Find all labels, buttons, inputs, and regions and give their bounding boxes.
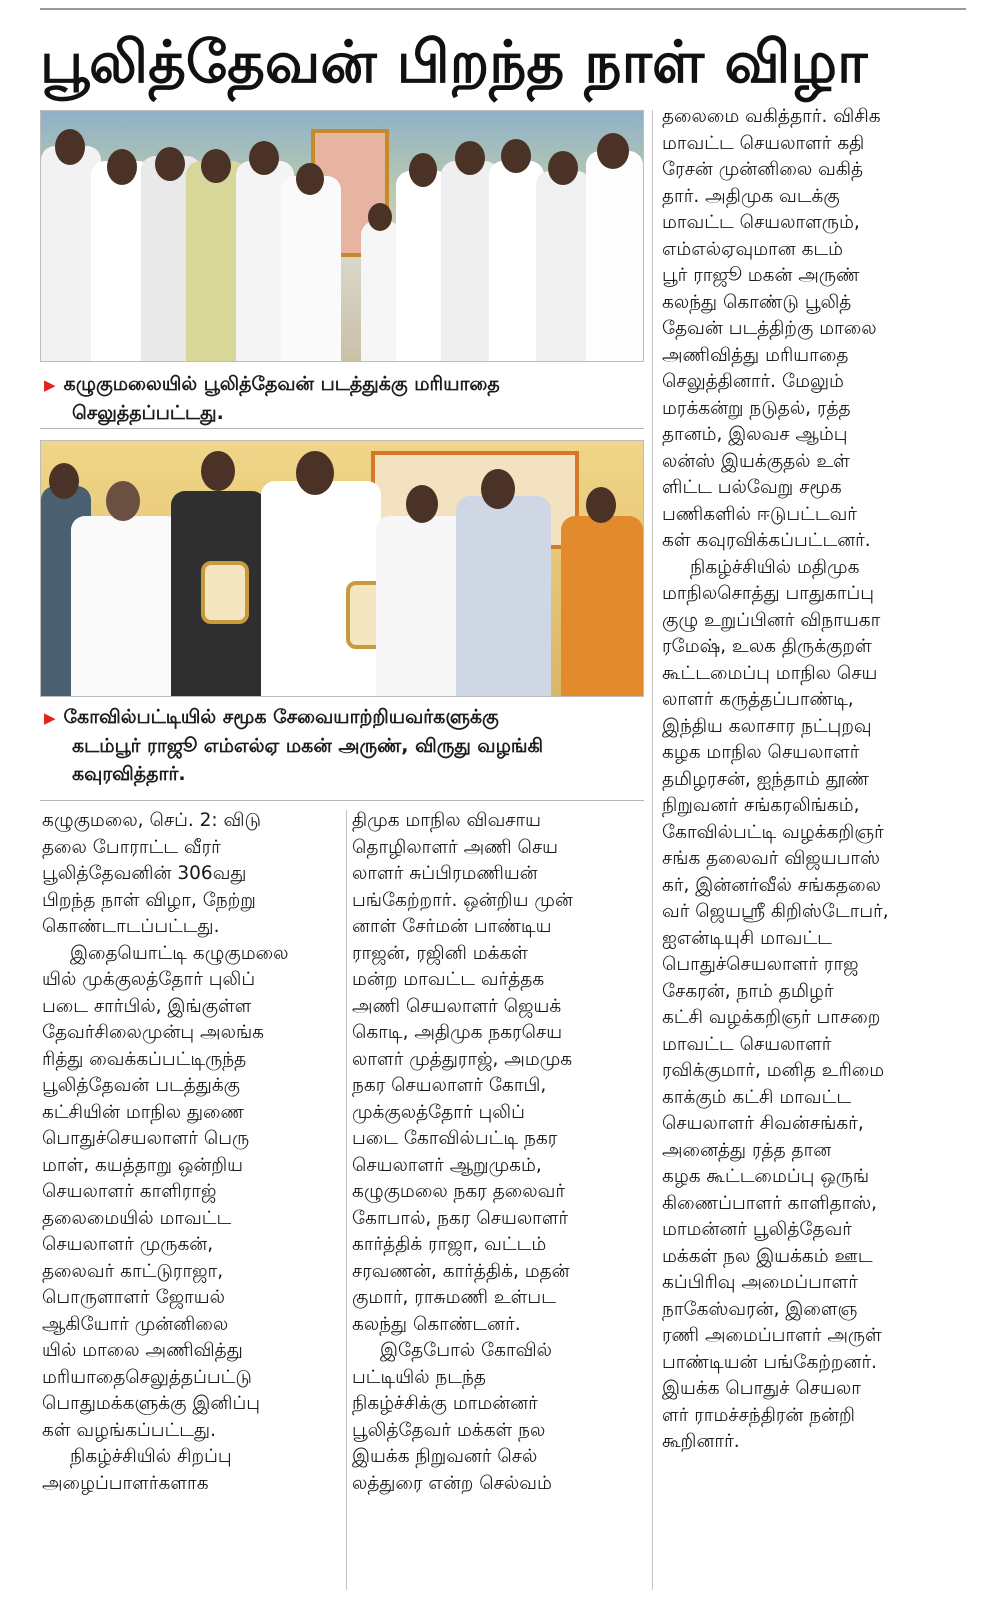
text-line: மாநிலசொத்து பாதுகாப்பு: [662, 583, 875, 604]
text-line: இயக்க பொதுச் செயலா: [662, 1378, 861, 1399]
text-line: தமிழரசன், ஐந்தாம் தூண்: [662, 768, 869, 790]
text-line: ரவிக்குமார், மனித உரிமை: [662, 1060, 885, 1081]
text-line: கார்த்திக் ராஜா, வட்டம்: [352, 1234, 547, 1255]
event-photo-kovilpatti: [40, 440, 644, 697]
headline: பூலித்தேவன் பிறந்த நாள் விழா: [40, 28, 868, 96]
text-line: முக்குலத்தோர் புலிப்: [352, 1101, 525, 1123]
text-line: ரணி அமைப்பாளர் அருள்: [662, 1325, 882, 1346]
person-head: [296, 451, 334, 495]
text-line: மாமன்னர் பூலித்தேவர்: [662, 1219, 852, 1240]
text-line: வர் ஜெயஸ்ரீ கிறிஸ்டோபர்,: [662, 901, 889, 922]
person: [376, 516, 466, 696]
text-line: ராஜன், ரஜினி மக்கள்: [352, 942, 528, 964]
person-head: [406, 485, 438, 523]
text-line: கப்பிரிவு அமைப்பாளர்: [662, 1272, 858, 1293]
text-line: பூலித்தேவர் மக்கள் நல: [352, 1419, 546, 1441]
person-head: [548, 151, 578, 185]
text-line: செலுத்தினார். மேலும்: [662, 371, 844, 392]
person: [536, 171, 591, 361]
divider: [40, 428, 644, 429]
text-line: கொடி, அதிமுக நகரசெய: [352, 1022, 563, 1043]
text-line: அணிவித்து மரியாதை: [662, 344, 849, 366]
text-line: கூறினார்.: [662, 1431, 740, 1452]
text-line: மன்ற மாவட்ட வர்த்தக: [352, 969, 545, 990]
text-line: ரித்து வைக்கப்பட்டிருந்த: [42, 1048, 247, 1070]
text-line: படை சார்பில், இங்குள்ள: [42, 995, 252, 1017]
person-head: [501, 139, 531, 173]
text-line: கலந்து கொண்டனர்.: [352, 1313, 521, 1335]
person-head: [368, 203, 392, 231]
person-head: [586, 487, 616, 523]
text-line: பங்கேற்றார். ஒன்றிய முன்: [352, 889, 573, 911]
text-line: கட்சி வழக்கறிஞர் பாசறை: [662, 1007, 881, 1028]
award-plaque: [201, 561, 249, 624]
text-line: அனைத்து ரத்த தான: [662, 1139, 832, 1161]
caption-line: கழுகுமலையில் பூலித்தேவன் படத்துக்கு மரியாதை: [63, 373, 500, 395]
text-line: மாவட்ட செயலாளரும்,: [662, 212, 860, 233]
text-line: செயலாளர் முருகன்,: [42, 1234, 214, 1255]
text-line: லத்துரை என்ற செல்வம்: [352, 1472, 552, 1494]
text-line: தலைமை வகித்தார். விசிக: [662, 106, 881, 127]
caption-marker-icon: ▶: [44, 376, 56, 394]
text-line: கோவில்பட்டி வழக்கறிஞர்: [662, 821, 884, 843]
text-line: இந்திய கலாசார நட்புறவு: [662, 715, 872, 737]
text-line: திமுக மாநில விவசாய: [352, 810, 542, 831]
text-line: ரமேஷ், உலக திருக்குறள்: [662, 636, 872, 657]
caption-line: கவுரவித்தார்.: [72, 763, 186, 785]
person-head: [455, 141, 485, 175]
text-line: குமார், ராசுமணி உள்பட: [352, 1287, 556, 1308]
body-column-3: [662, 104, 962, 1598]
text-line: தேவன் படத்திற்கு மாலை: [662, 318, 877, 339]
photo1-caption: [44, 370, 644, 427]
text-line: சேகரன், நாம் தமிழர்: [662, 980, 834, 1002]
body-column-1: [42, 808, 338, 1598]
text-line: பிறந்த நாள் விழா, நேற்று: [42, 889, 256, 911]
text-line: நிறுவனர் சங்கரலிங்கம்,: [662, 795, 860, 816]
person-head: [49, 463, 79, 499]
person-head: [155, 147, 185, 181]
text-line: னாள் சேர்மன் பாண்டிய: [352, 916, 552, 937]
text-line: யில் மாலை அணிவித்து: [42, 1340, 243, 1361]
text-line: கழக மாநில செயலாளர்: [662, 742, 860, 763]
person-head: [55, 129, 85, 165]
divider: [40, 800, 644, 801]
text-line: கட்சியின் மாநில துணை: [42, 1101, 245, 1123]
text-line: கர், இன்னர்வீல் சங்கதலை: [662, 874, 881, 896]
text-line: ளர் ராமச்சந்திரன் நன்றி: [662, 1404, 855, 1426]
text-line: ளிட்ட பல்வேறு சமூக: [662, 477, 842, 498]
text-line: நகர செயலாளர் கோபி,: [352, 1075, 547, 1096]
person: [71, 516, 181, 696]
text-line: பொதுச்செயலாளர் ராஜ: [662, 954, 859, 975]
text-line: பாண்டியன் பங்கேற்றனர்.: [662, 1351, 877, 1373]
text-line: இதேபோல் கோவில்: [380, 1340, 553, 1361]
text-line: யில் முக்குலத்தோர் புலிப்: [42, 969, 256, 990]
text-line: நிகழ்ச்சிக்கு மாமன்னர்: [352, 1393, 538, 1414]
text-line: மரியாதைசெலுத்தப்பட்டு: [42, 1366, 252, 1388]
text-line: தேவர்சிலைமுன்பு அலங்க: [42, 1022, 264, 1043]
person: [281, 176, 341, 361]
text-line: இதையொட்டி கழுகுமலை: [70, 942, 289, 964]
text-line: செயலாளர் காளிராஜ்: [42, 1181, 217, 1202]
text-line: சரவணன், கார்த்திக், மதன்: [352, 1260, 570, 1282]
event-photo-kazhugumalai: [40, 110, 644, 362]
text-line: எம்எல்ஏவுமான கடம்: [662, 238, 844, 260]
text-line: இயக்க நிறுவனர் செல்: [352, 1446, 538, 1467]
text-line: கோபால், நகர செயலாளர்: [352, 1207, 569, 1229]
text-line: கழுகுமலை, செப். 2: விடு: [42, 810, 262, 831]
text-line: பூலித்தேவன் படத்துக்கு: [42, 1075, 240, 1096]
text-line: பூலித்தேவனின் 306வது: [42, 863, 247, 884]
text-line: கழுகுமலை நகர தலைவர்: [352, 1181, 565, 1202]
text-line: கழக கூட்டமைப்பு ஒருங்: [662, 1166, 870, 1187]
caption-line: கோவில்பட்டியில் சமூக சேவையாற்றியவர்களுக்கு: [63, 706, 499, 728]
text-line: மாவட்ட செயலாளர் கதி: [662, 132, 865, 154]
text-line: மாவட்ட செயலாளர்: [662, 1033, 832, 1055]
text-line: லன்ஸ் இயக்குதல் உள்: [662, 450, 850, 472]
text-line: சங்க தலைவர் விஜயபாஸ்: [662, 848, 880, 869]
person: [561, 516, 643, 696]
person: [456, 496, 551, 696]
text-line: தலை போராட்ட வீரர்: [42, 836, 221, 858]
caption-line: செலுத்தப்பட்டது.: [72, 402, 224, 424]
text-line: லாளர் முத்துராஜ், அமமுக: [352, 1048, 573, 1070]
photo2-caption: [44, 703, 644, 788]
text-line: செயலாளர் சிவன்சங்கர்,: [662, 1113, 864, 1134]
body-column-2: [352, 808, 644, 1598]
text-line: பட்டியில் நடந்த: [352, 1366, 486, 1388]
text-line: மக்கள் நல இயக்கம் ஊட: [662, 1245, 873, 1267]
person-head: [409, 153, 437, 187]
text-line: தானம், இலவச ஆம்பு: [662, 424, 848, 445]
top-rule: [40, 8, 966, 10]
text-line: லாளர் கருத்தப்பாண்டி,: [662, 689, 854, 710]
text-line: லாளர் சுப்பிரமணியன்: [352, 863, 538, 884]
person-head: [201, 149, 231, 183]
text-line: நாகேஸ்வரன், இளைஞ: [662, 1298, 858, 1320]
text-line: தலைமையில் மாவட்ட: [42, 1207, 232, 1229]
text-line: ஆகியோர் முன்னிலை: [42, 1313, 229, 1335]
caption-line: கடம்பூர் ராஜூ எம்எல்ஏ மகன் அருண், விருது வழங்கி: [72, 735, 544, 757]
text-line: நிகழ்ச்சியில் மதிமுக: [690, 556, 860, 578]
person-head: [106, 481, 140, 521]
text-line: பணிகளில் ஈடுபட்டவர்: [662, 503, 857, 525]
text-line: பொருளாளர் ஜோயல்: [42, 1287, 226, 1308]
person-head: [296, 163, 324, 195]
person-head: [201, 451, 235, 491]
column-divider: [346, 810, 347, 1590]
text-line: கொண்டாடப்பட்டது.: [42, 916, 220, 937]
text-line: தொழிலாளர் அணி செய: [352, 836, 559, 858]
text-line: மாள், கயத்தாறு ஒன்றிய: [42, 1154, 244, 1176]
text-line: தலைவர் காட்டுராஜா,: [42, 1260, 224, 1282]
person: [586, 151, 643, 361]
text-line: ரேசன் முன்னிலை வகித்: [662, 159, 864, 180]
text-line: கூட்டமைப்பு மாநில செய: [662, 662, 878, 684]
text-line: கள் கவுரவிக்கப்பட்டனர்.: [662, 530, 871, 551]
text-line: மரக்கன்று நடுதல், ரத்த: [662, 397, 851, 419]
column-divider: [652, 110, 653, 1590]
text-line: அழைப்பாளர்களாக: [42, 1472, 209, 1494]
text-line: காக்கும் கட்சி மாவட்ட: [662, 1086, 852, 1108]
text-line: குழு உறுப்பினர் விநாயகா: [662, 609, 881, 631]
person-head: [597, 133, 629, 169]
text-line: பொதுச்செயலாளர் பெரு: [42, 1128, 250, 1149]
text-line: நிகழ்ச்சியில் சிறப்பு: [70, 1446, 232, 1467]
text-line: செயலாளர் ஆறுமுகம்,: [352, 1154, 542, 1176]
text-line: பொதுமக்களுக்கு இனிப்பு: [42, 1393, 260, 1414]
text-line: கலந்து கொண்டு பூலித்: [662, 291, 852, 313]
text-line: ஐஎன்டியுசி மாவட்ட: [662, 927, 832, 949]
person-head: [107, 149, 137, 185]
text-line: கிணைப்பாளர் காளிதாஸ்,: [662, 1192, 878, 1214]
person-head: [249, 141, 279, 175]
text-line: படை கோவில்பட்டி நகர: [352, 1128, 558, 1149]
text-line: அணி செயலாளர் ஜெயக்: [352, 995, 562, 1017]
person-head: [481, 469, 515, 509]
person: [361, 221, 401, 361]
text-line: தார். அதிமுக வடக்கு: [662, 185, 840, 207]
caption-marker-icon: ▶: [44, 709, 56, 727]
text-line: கள் வழங்கப்பட்டது.: [42, 1419, 216, 1441]
text-line: பூர் ராஜூ மகன் அருண்: [662, 265, 860, 286]
